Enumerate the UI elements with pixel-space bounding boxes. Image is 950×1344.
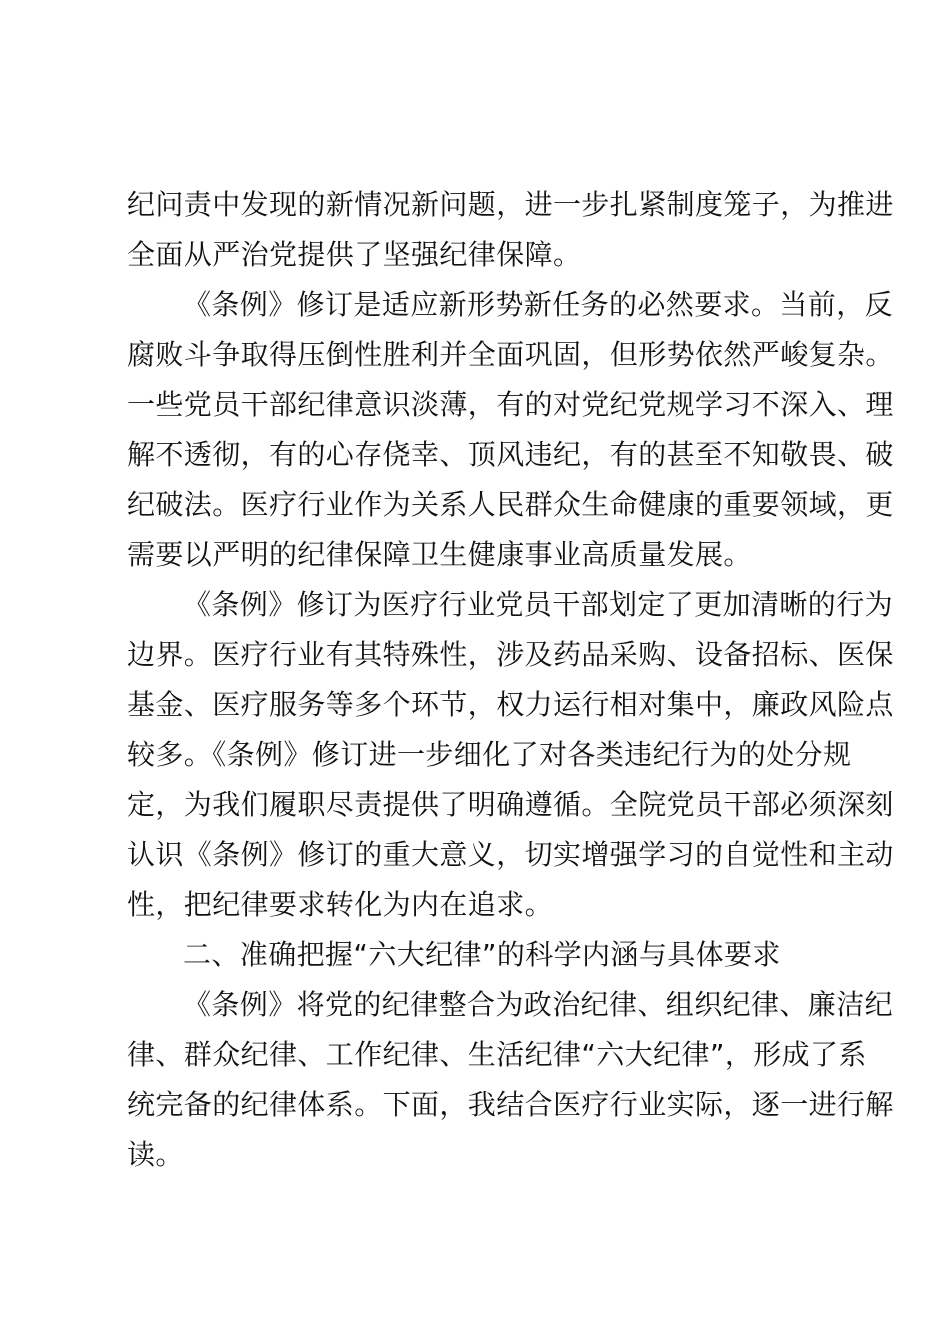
paragraph-line: 腐败斗争取得压倒性胜利并全面巩固，但形势依然严峻复杂。 <box>127 338 894 371</box>
paragraph-line: 纪破法。医疗行业作为关系人民群众生命健康的重要领域，更 <box>127 488 894 521</box>
paragraph-line: 律、群众纪律、工作纪律、生活纪律“六大纪律”，形成了系 <box>127 1038 867 1071</box>
paragraph-line: 《条例》修订是适应新形势新任务的必然要求。当前，反 <box>183 288 894 321</box>
paragraph-line: 认识《条例》修订的重大意义，切实增强学习的自觉性和主动 <box>127 838 894 871</box>
paragraph-line: 一些党员干部纪律意识淡薄，有的对党纪党规学习不深入、理 <box>127 388 894 421</box>
paragraph-line: 基金、医疗服务等多个环节，权力运行相对集中，廉政风险点 <box>127 688 894 721</box>
paragraph-line: 较多。《条例》修订进一步细化了对各类违纪行为的处分规 <box>127 738 852 771</box>
paragraph-line: 需要以严明的纪律保障卫生健康事业高质量发展。 <box>127 538 752 571</box>
paragraph-line: 边界。医疗行业有其特殊性，涉及药品采购、设备招标、医保 <box>127 638 894 671</box>
paragraph-line: 性，把纪律要求转化为内在追求。 <box>127 888 554 921</box>
paragraph-line: 统完备的纪律体系。下面，我结合医疗行业实际，逐一进行解 <box>127 1088 894 1121</box>
paragraph-line: 纪问责中发现的新情况新问题，进一步扎紧制度笼子，为推进 <box>127 188 894 221</box>
section-heading: 二、准确把握“六大纪律”的科学内涵与具体要求 <box>183 938 781 971</box>
paragraph-line: 读。 <box>127 1138 184 1171</box>
paragraph-line: 定，为我们履职尽责提供了明确遵循。全院党员干部必须深刻 <box>127 788 894 821</box>
paragraph-line: 解不透彻，有的心存侥幸、顶风违纪，有的甚至不知敬畏、破 <box>127 438 894 471</box>
paragraph-line: 《条例》修订为医疗行业党员干部划定了更加清晰的行为 <box>183 588 894 621</box>
paragraph-line: 《条例》将党的纪律整合为政治纪律、组织纪律、廉洁纪 <box>183 988 894 1021</box>
paragraph-line: 全面从严治党提供了坚强纪律保障。 <box>127 238 582 271</box>
